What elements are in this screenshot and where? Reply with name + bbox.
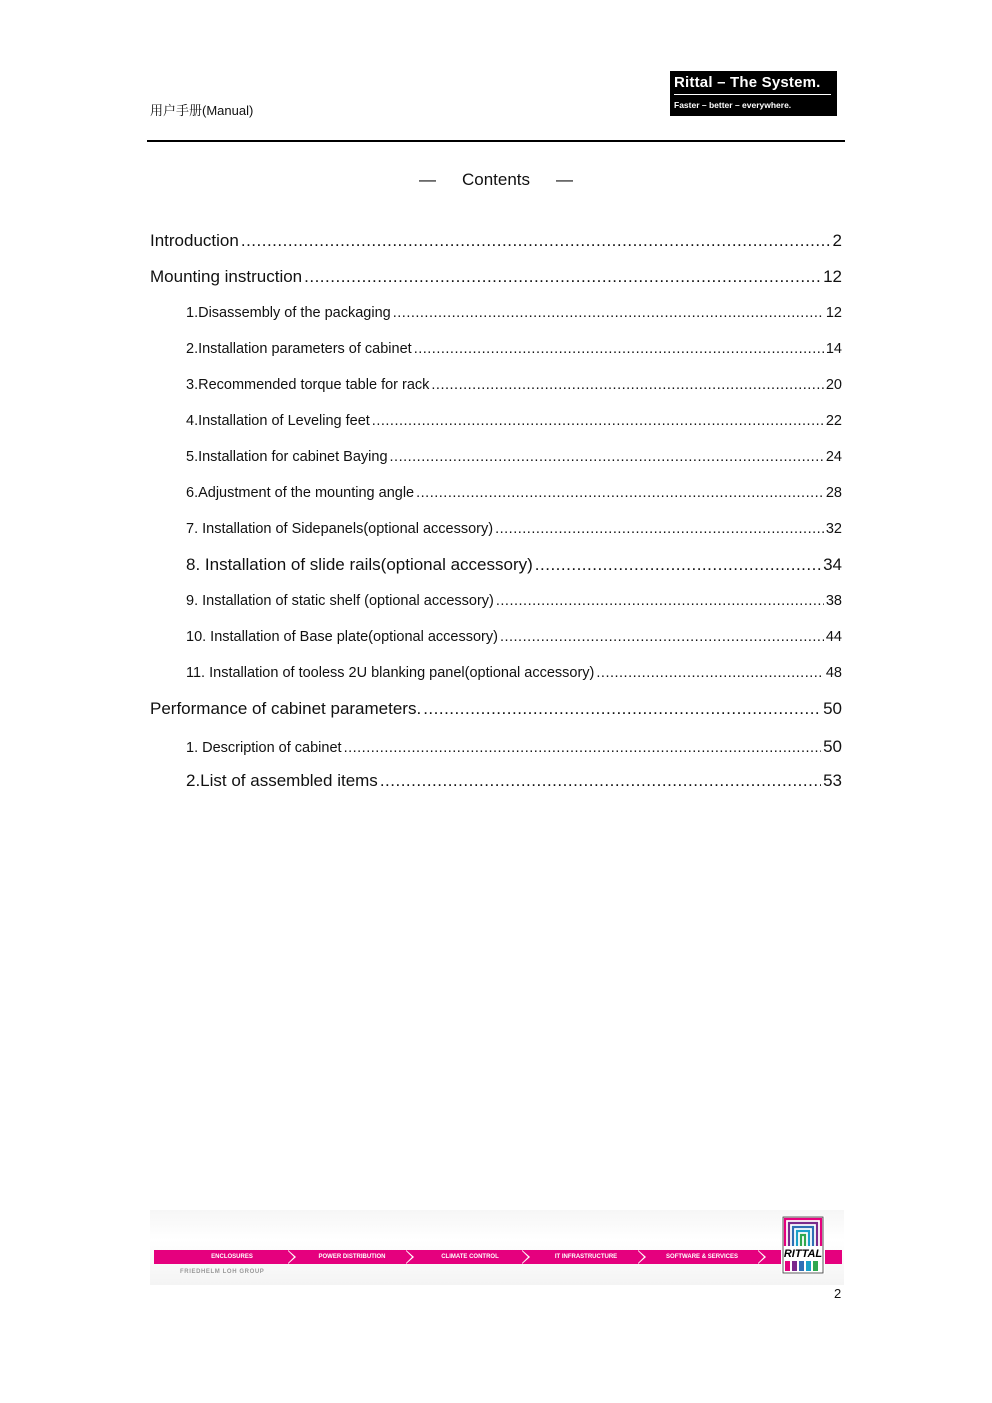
page-number: 2	[834, 1286, 842, 1301]
manual-label: 用户手册(Manual)	[150, 103, 254, 118]
rittal-brand-logo	[781, 1216, 825, 1274]
logo-tagline-sub: Faster – better – everywhere.	[674, 100, 792, 110]
contents-title: Contents	[461, 170, 531, 189]
logo-tagline-main: Rittal – The System.	[674, 74, 821, 91]
toc-entry[interactable]: 9. Installation of static shelf (optional accessory) ..... 38	[186, 593, 842, 609]
footer-segment: POWER DISTRIBUTION	[318, 1254, 386, 1260]
rittal-logo-text: RITTAL	[783, 1248, 823, 1260]
toc-entry[interactable]: 3.Recommended torque table for rack ..... 20	[186, 377, 842, 393]
toc-entry[interactable]: 10. Installation of Base plate(optional accessory) ..... 44	[186, 629, 842, 645]
contents-heading	[0, 170, 992, 190]
footer-category-bar	[154, 1250, 842, 1264]
toc-entry[interactable]: 8. Installation of slide rails(optional accessory) ..... 34	[186, 555, 842, 575]
toc-entry[interactable]: 11. Installation of tooless 2U blanking panel(optional accessory) ..... 48	[186, 665, 842, 681]
toc-entry[interactable]: 2.List of assembled items ..... 53	[186, 771, 842, 791]
dash-left: —	[418, 170, 436, 189]
toc-entry[interactable]: 2.Installation parameters of cabinet ..... 14	[186, 341, 842, 357]
toc-entry[interactable]: 6.Adjustment of the mounting angle ..... 28	[186, 485, 842, 501]
toc-entry[interactable]: 1.Disassembly of the packaging ..... 12	[186, 305, 842, 321]
footer-segment: ENCLOSURES	[211, 1254, 253, 1260]
toc-entry[interactable]: 5.Installation for cabinet Baying ..... 24	[186, 449, 842, 465]
rittal-system-logo	[670, 71, 837, 116]
toc-entry[interactable]: 1. Description of cabinet ..... 50	[186, 737, 842, 757]
toc-entry[interactable]: Performance of cabinet parameters. ..... 50	[150, 699, 842, 719]
footer-segment: SOFTWARE & SERVICES	[666, 1254, 738, 1260]
footer-segment: IT INFRASTRUCTURE	[554, 1254, 618, 1260]
header-divider	[147, 140, 845, 142]
toc-entry[interactable]: 7. Installation of Sidepanels(optional accessory) ..... 32	[186, 521, 842, 537]
toc-entry[interactable]: Introduction ..... 2	[150, 231, 842, 251]
toc-entry[interactable]: Mounting instruction ..... 12	[150, 267, 842, 287]
footer-segment: CLIMATE CONTROL	[441, 1254, 499, 1260]
dash-right: —	[556, 170, 574, 189]
toc-entry[interactable]: 4.Installation of Leveling feet ..... 22	[186, 413, 842, 429]
group-label: FRIEDHELM LOH GROUP	[180, 1269, 265, 1275]
